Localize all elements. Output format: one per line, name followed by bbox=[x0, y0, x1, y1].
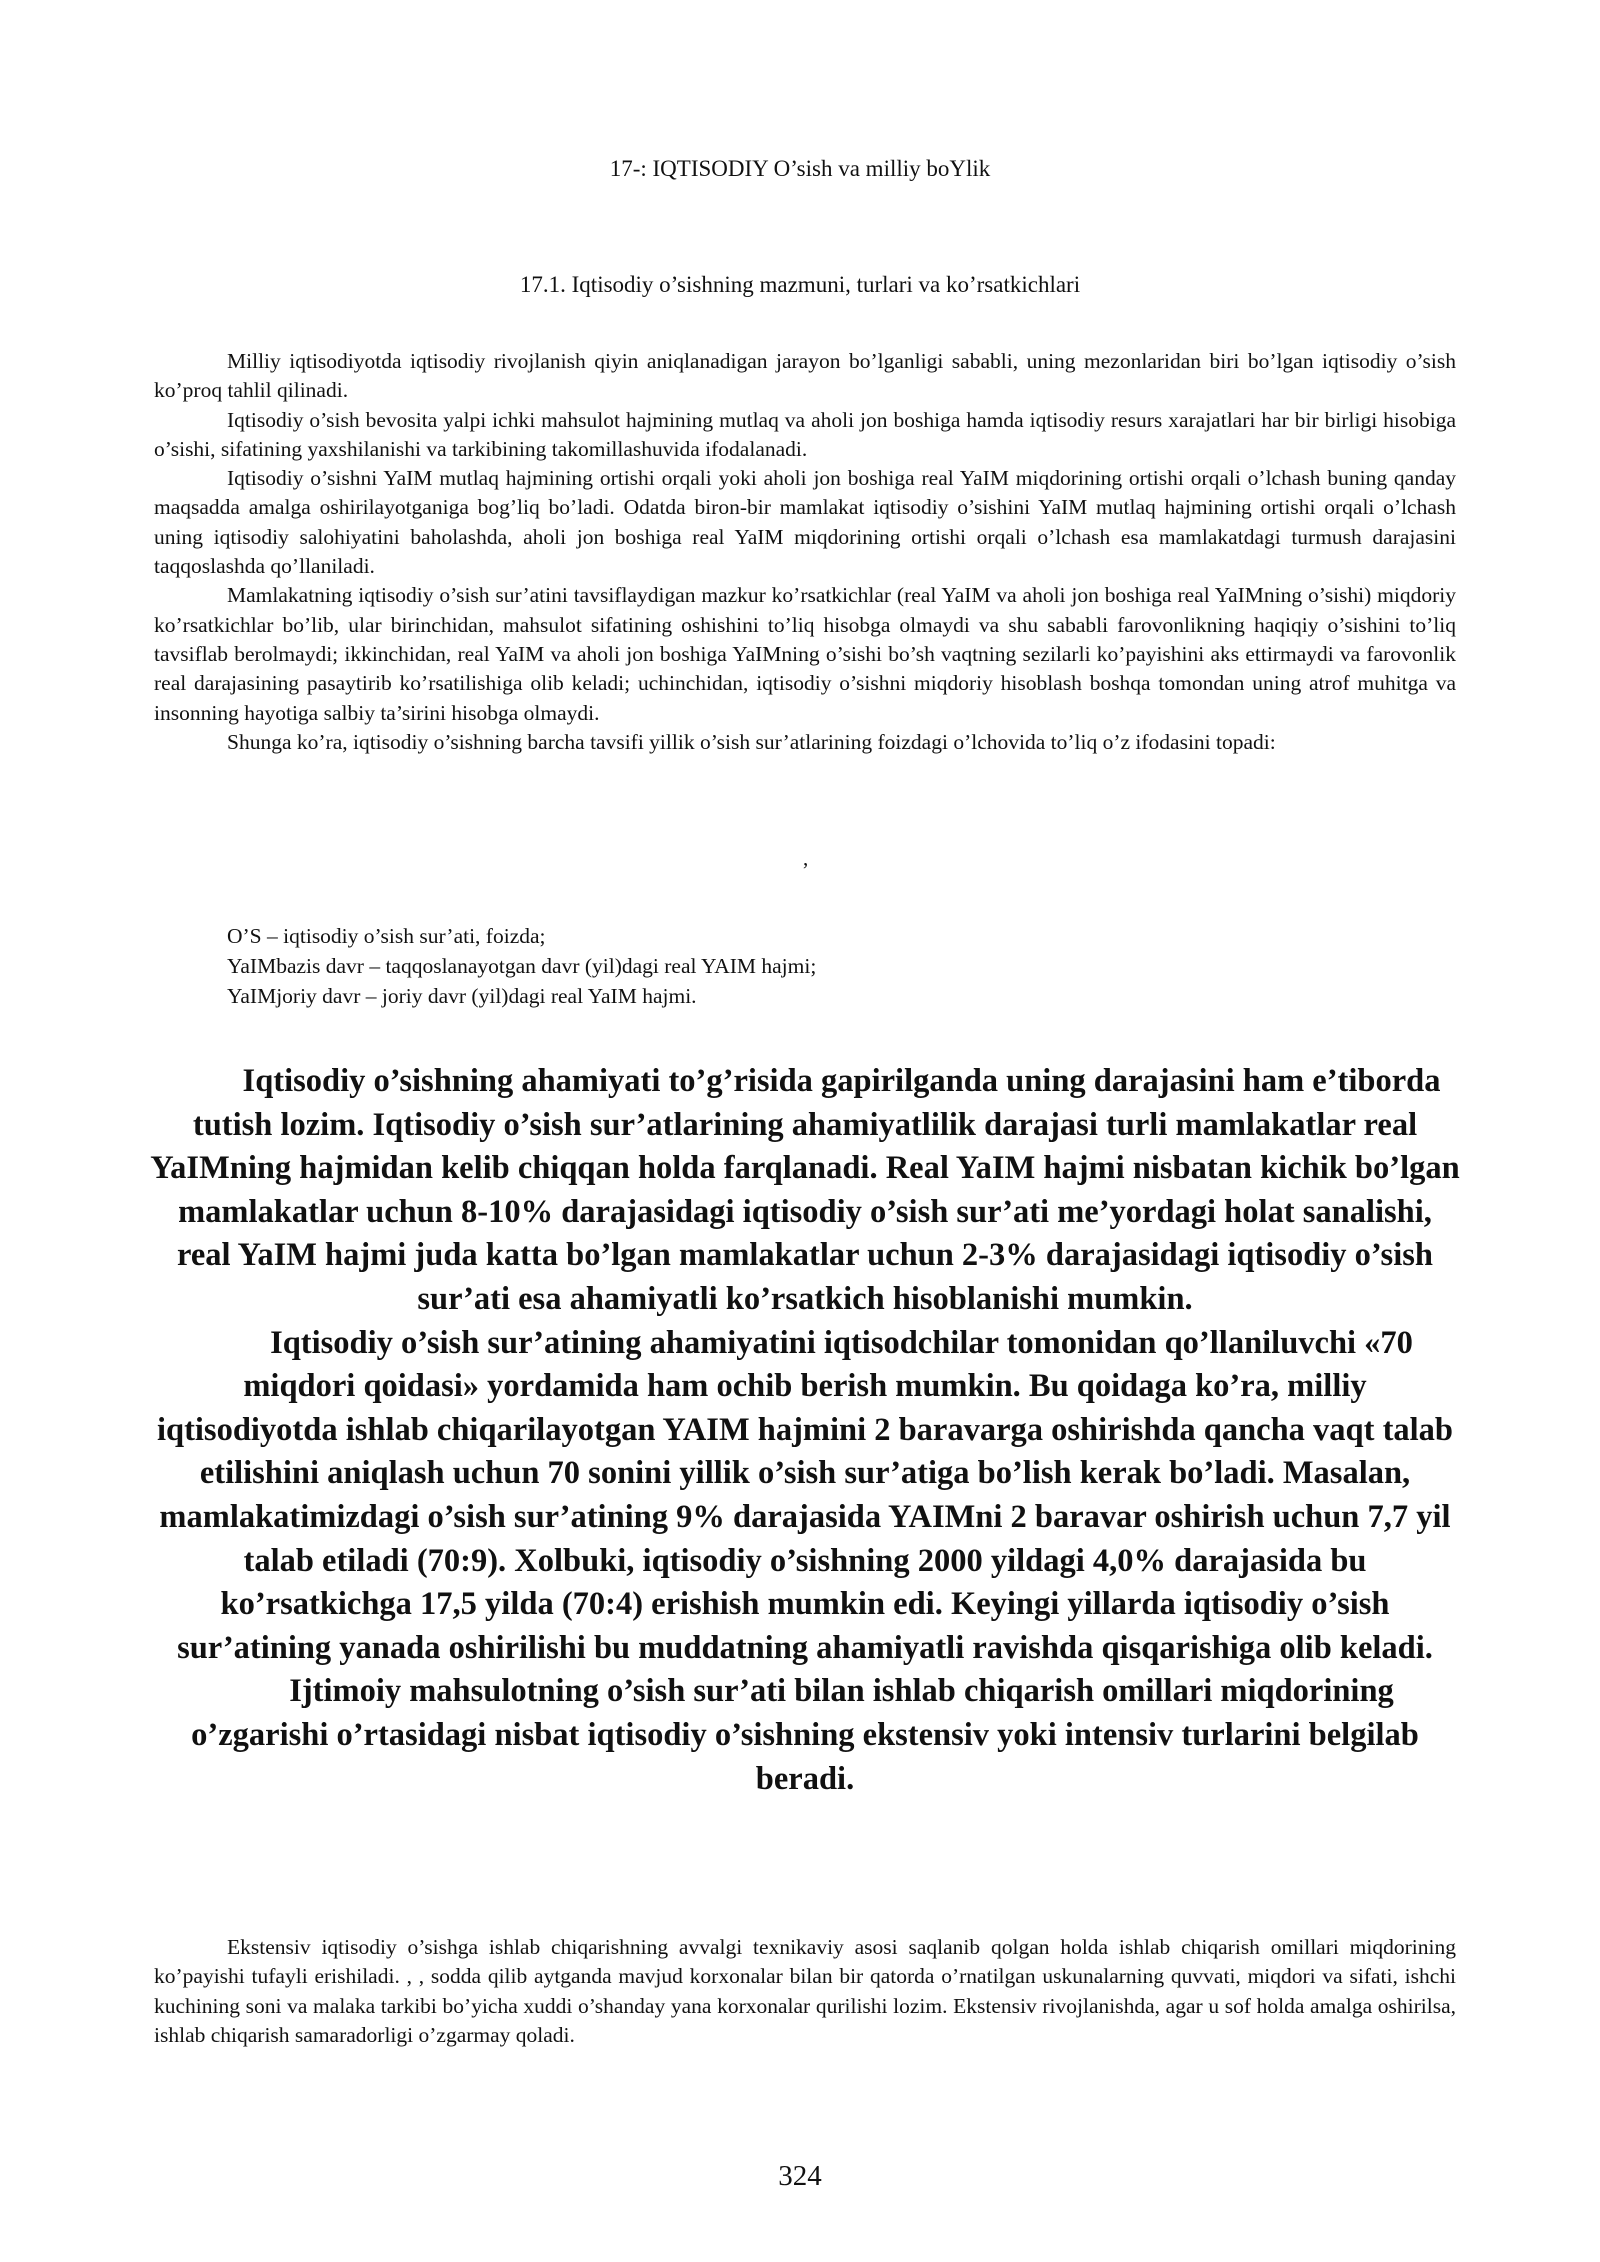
definition-line: YaIMjoriy davr – joriy davr (yil)dagi real YaIM hajmi. bbox=[227, 983, 697, 1008]
bold-paragraph: Iqtisodiy o’sish sur’atining ahamiyatini iqtisodchilar tomonidan qo’llaniluvchi «70 miqdori qoidasi» yordamida ham ochib berish mumkin. Bu qoidaga ko’ra, milliy iqtisodiyotda ishlab chiqarilayotgan YAIM hajmini 2 baravarga oshirishda qancha vaqt talab etilishini aniqlash uchun 70 sonini yillik o’sish sur’atiga bo’lish kerak bo’ladi. Masalan, mamlakatimizdagi o’sish sur’atining 9% darajasida YAIMni 2 baravar oshirish uchun 7,7 yil talab etiladi (70:9). Xolbuki, iqtisodiy o’sishning 2000 yildagi 4,0% darajasida bu ko’rsatkichga 17,5 yilda (70:4) erishish mumkin edi. Keyingi yillarda iqtisodiy o’sish sur’atining yanada oshirilishi bu muddatning ahamiyatli ravishda qisqarishiga olib keladi. bbox=[156, 1324, 1454, 1666]
paragraph: Milliy iqtisodiyotda iqtisodiy rivojlanish qiyin aniqlanadigan jarayon bo’lganligi sababli, uning mezonlaridan biri bo’lgan iqtisodiy o’sish ko’proq tahlil qilinadi. bbox=[154, 349, 1456, 403]
formula-placeholder: , bbox=[803, 846, 809, 870]
chapter-title: 17-: IQTISODIY O’sish va milliy boYlik bbox=[609, 156, 991, 181]
intro-text bbox=[154, 347, 1456, 757]
page-number: 324 bbox=[778, 2160, 822, 2192]
closing-text bbox=[154, 1933, 1456, 2050]
paragraph: Iqtisodiy o’sish bevosita yalpi ichki mahsulot hajmining mutlaq va aholi jon boshiga hamda iqtisodiy resurs xarajatlari har bir birligi hisobiga o’sishi, sifatining yaxshilanishi va tarkibining takomillashuvida ifodalanadi. bbox=[154, 407, 1456, 461]
paragraph: Shunga ko’ra, iqtisodiy o’sishning barcha tavsifi yillik o’sish sur’atlarining foizdagi o’lchovida to’liq o’z ifodasini topadi: bbox=[227, 729, 1276, 754]
paragraph: Iqtisodiy o’sishni YaIM mutlaq hajmining ortishi orqali yoki aholi jon boshiga real YaIM miqdorining ortishi orqali o’lchash buning qanday maqsadda amalga oshirilayotganiga bog’liq bo’ladi. Odatda biron-bir mamlakat iqtisodiy o’sishini YaIM mutlaq hajmining ortishi orqali o’lchash uning iqtisodiy salohiyatini baholashda, aholi jon boshiga real YaIM miqdorining ortishi orqali o’lchash esa mamlakatdagi turmush darajasini taqqoslashda qo’llaniladi. bbox=[154, 466, 1456, 579]
formula-definitions bbox=[227, 922, 816, 1011]
definition-line: O’S – iqtisodiy o’sish sur’ati, foizda; bbox=[227, 924, 546, 948]
paragraph: Mamlakatning iqtisodiy o’sish sur’atini tavsiflaydigan mazkur ko’rsatkichlar (real YaIM va aholi jon boshiga real YaIMning o’sishi) miqdoriy ko’rsatkichlar bo’lib, ular birinchidan, mahsulot sifatining oshishini to’liq hisobga olmaydi va shu sababli farovonlikning haqiqiy o’sishini to’liq tavsiflab berolmaydi; ikkinchidan, real YaIM va aholi jon boshiga YaIMning o’sishi bo’sh vaqtning sezilarli ko’payishini aks ettirmaydi va farovonlik real darajasining pasaytirib ko’rsatilishiga olib keladi; uchinchidan, iqtisodiy o’sishni miqdoriy hisoblash boshqa tomondan uning atrof muhitga va insonning hayotiga salbiy ta’sirini hisobga olmaydi. bbox=[154, 583, 1456, 725]
definition-line: YaIMbazis davr – taqqoslanayotgan davr (yil)dagi real YAIM hajmi; bbox=[227, 953, 817, 978]
section-title: 17.1. Iqtisodiy o’sishning mazmuni, turlari va ko’rsatkichlari bbox=[519, 272, 1081, 297]
bold-paragraph: Ijtimoiy mahsulotning o’sish sur’ati bilan ishlab chiqarish omillari miqdorining o’zgarishi o’rtasidagi nisbat iqtisodiy o’sishning ekstensiv yoki intensiv turlarini belgilab beradi. bbox=[191, 1673, 1419, 1797]
bold-paragraph: Iqtisodiy o’sishning ahamiyati to’g’risida gapirilganda uning darajasini ham e’tiborda tutish lozim. Iqtisodiy o’sish sur’atlarining ahamiyatlilik darajasi turli mamlakatlar real YaIMning hajmidan kelib chiqqan holda farqlanadi. Real YaIM hajmi nisbatan kichik bo’lgan mamlakatlar uchun 8-10% darajasidagi iqtisodiy o’sish sur’ati me’yordagi holat sanalishi, real YaIM hajmi juda katta bo’lgan mamlakatlar uchun 2-3% darajasidagi iqtisodiy o’sish sur’ati esa ahamiyatli ko’rsatkich hisoblanishi mumkin. bbox=[150, 1063, 1460, 1317]
bold-text-block bbox=[150, 1060, 1460, 1801]
paragraph: Ekstensiv iqtisodiy o’sishga ishlab chiqarishning avvalgi texnikaviy asosi saqlanib qolgan holda ishlab chiqarish omillari miqdorining ko’payishi tufayli erishiladi. , , sodda qilib aytganda mavjud korxonalar bilan bir qatorda o’rnatilgan uskunalarning quvvati, miqdori va sifati, ishchi kuchining soni va malaka tarkibi bo’yicha xuddi o’shanday yana korxonalar qurilishi lozim. Ekstensiv rivojlanishda, agar u sof holda amalga oshirilsa, ishlab chiqarish samaradorligi o’zgarmay qoladi. bbox=[154, 1935, 1456, 2047]
